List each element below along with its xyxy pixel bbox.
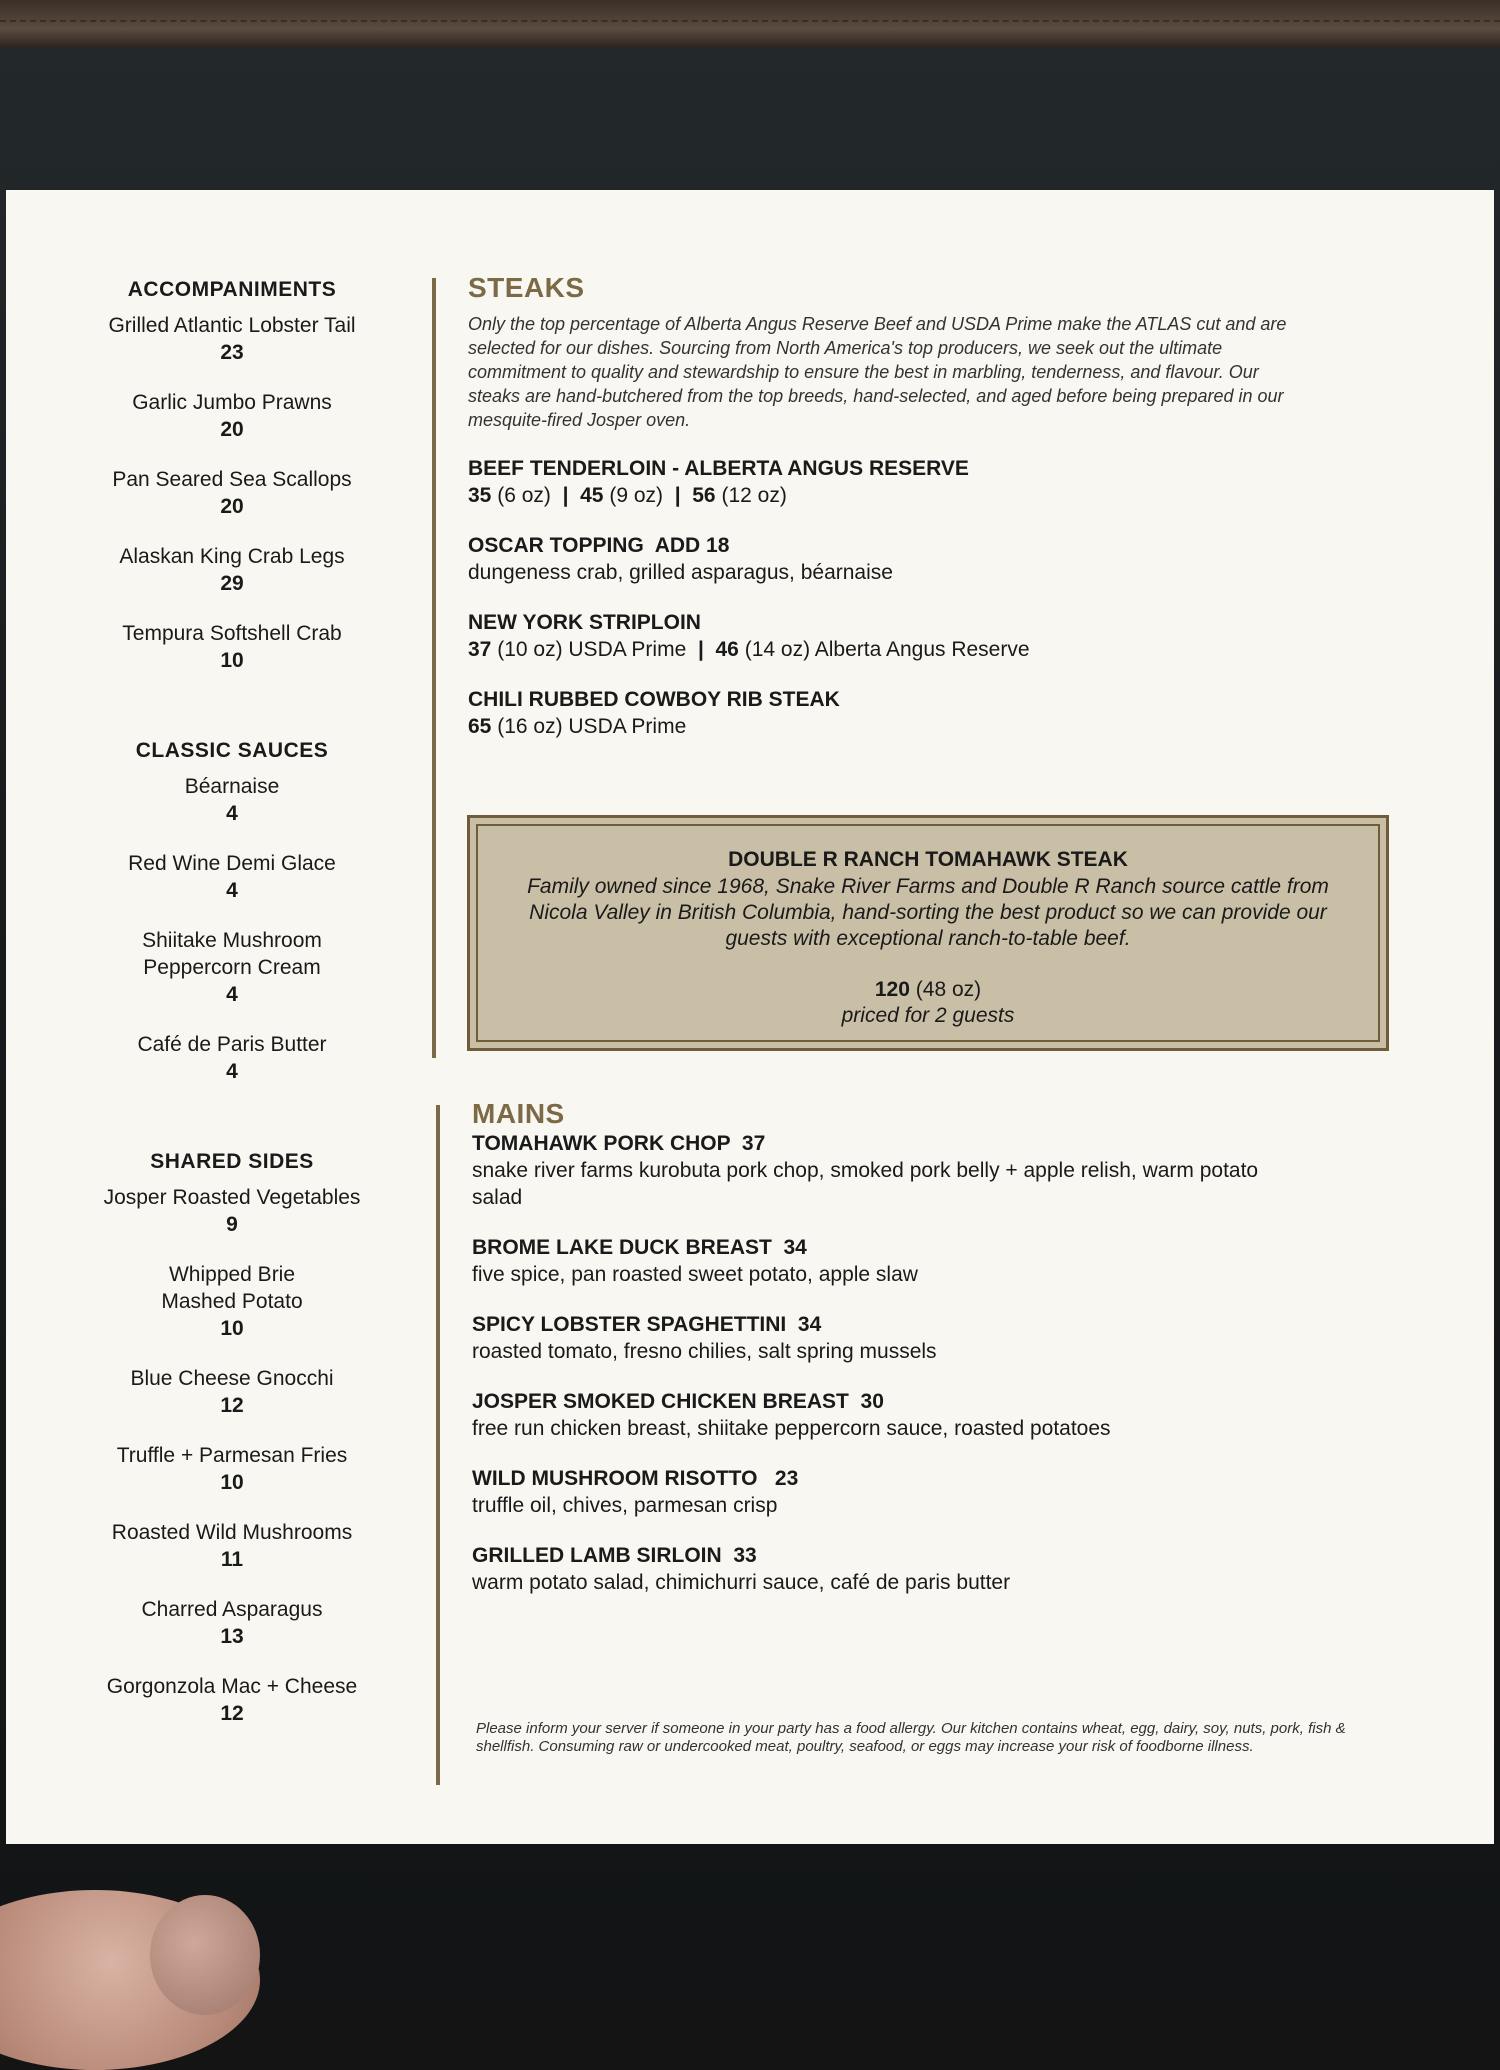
item-name: Josper Roasted Vegetables (103, 1186, 361, 1209)
item-prices (468, 636, 1288, 663)
item-title: WILD MUSHROOM RISOTTO 23 (472, 1467, 799, 1490)
price: 37 (468, 638, 492, 661)
menu-item (472, 1311, 1272, 1365)
item-name: Béarnaise (184, 775, 280, 798)
item-desc: free run chicken breast, shiitake peppercorn sauce, roasted potatoes (472, 1417, 1111, 1440)
item-price: 20 (220, 418, 244, 441)
item-price: 12 (220, 1702, 244, 1725)
feature-desc: Family owned since 1968, Snake River Farms and Double R Ranch source cattle from Nicola Valley in British Columbia, hand-sorting the best product so we can provide our guests with exceptional ranch-to-table beef. (527, 875, 1329, 950)
mains-title: MAINS (472, 1098, 565, 1129)
item-price: 9 (226, 1213, 238, 1236)
separator: | (697, 638, 704, 661)
mains-section (472, 1098, 1272, 1596)
accompaniment-item (6, 466, 458, 520)
price: 120 (874, 978, 910, 1001)
size: (12 oz) (721, 484, 787, 507)
feature-note: priced for 2 guests (841, 1004, 1015, 1027)
item-title: CHILI RUBBED COWBOY RIB STEAK (468, 688, 840, 711)
price: 56 (692, 484, 716, 507)
section-gap (6, 1108, 458, 1150)
price: 65 (468, 715, 492, 738)
feature-box (467, 815, 1389, 1051)
steaks-title: STEAKS (468, 272, 585, 303)
item-title: TOMAHAWK PORK CHOP 37 (472, 1132, 766, 1155)
item-desc: warm potato salad, chimichurri sauce, café de paris butter (472, 1571, 1011, 1594)
side-item (6, 1442, 458, 1496)
cover-stitching (0, 20, 1500, 22)
side-item (6, 1184, 458, 1238)
item-title: SPICY LOBSTER SPAGHETTINI 34 (472, 1313, 822, 1336)
menu-page (6, 190, 1494, 1844)
size: (14 oz) Alberta Angus Reserve (744, 638, 1030, 661)
separator: | (674, 484, 681, 507)
item-name: Shiitake Mushroom (142, 929, 322, 952)
item-name: Tempura Softshell Crab (122, 622, 342, 645)
item-prices (468, 482, 1288, 509)
size: (9 oz) (609, 484, 664, 507)
item-name: Garlic Jumbo Prawns (132, 391, 332, 414)
item-title: BEEF TENDERLOIN - ALBERTA ANGUS RESERVE (468, 457, 969, 480)
separator: | (562, 484, 569, 507)
sauce-item (6, 773, 458, 827)
allergy-notice: Please inform your server if someone in your party has a food allergy. Our kitchen contains wheat, egg, dairy, soy, nuts, pork, fish & shellfish. Consuming raw or undercooked meat, poultry, seafood, or eggs may increase your risk of foodborne illness. (476, 1720, 1346, 1755)
sauce-item (6, 1031, 458, 1085)
accompaniment-item (6, 389, 458, 443)
feature-price-line (478, 978, 1378, 1002)
item-price: 10 (220, 1317, 244, 1340)
item-price: 13 (220, 1625, 244, 1648)
side-item (6, 1596, 458, 1650)
item-desc: five spice, pan roasted sweet potato, apple slaw (472, 1263, 918, 1286)
item-name: Truffle + Parmesan Fries (116, 1444, 348, 1467)
item-name-line2: Peppercorn Cream (143, 956, 321, 979)
accompaniments-heading: ACCOMPANIMENTS (127, 278, 337, 301)
steaks-section (468, 272, 1288, 740)
sidebar (6, 278, 458, 1750)
menu-item-tenderloin (468, 455, 1288, 509)
size: (16 oz) USDA Prime (497, 715, 687, 738)
mains-divider (436, 1105, 440, 1785)
item-title: OSCAR TOPPING ADD 18 (468, 534, 730, 557)
item-title: BROME LAKE DUCK BREAST 34 (472, 1236, 807, 1259)
item-price: 4 (226, 1060, 238, 1083)
accompaniment-item (6, 312, 458, 366)
item-name: Whipped Brie (168, 1263, 296, 1286)
menu-item (472, 1542, 1272, 1596)
item-desc: snake river farms kurobuta pork chop, smoked pork belly + apple relish, warm potato salad (472, 1159, 1259, 1209)
price: 35 (468, 484, 492, 507)
item-name: Red Wine Demi Glace (128, 852, 336, 875)
item-name: Pan Seared Sea Scallops (112, 468, 352, 491)
size: (10 oz) USDA Prime (497, 638, 687, 661)
menu-item (472, 1465, 1272, 1519)
side-item (6, 1673, 458, 1727)
item-desc: dungeness crab, grilled asparagus, béarnaise (468, 561, 893, 584)
item-name-line2: Mashed Potato (161, 1290, 303, 1313)
item-name: Grilled Atlantic Lobster Tail (108, 314, 356, 337)
menu-item-oscar (468, 532, 1288, 586)
item-price: 10 (220, 649, 244, 672)
item-price: 23 (220, 341, 244, 364)
item-price: 4 (226, 802, 238, 825)
accompaniment-item (6, 620, 458, 674)
steaks-intro: Only the top percentage of Alberta Angus Reserve Beef and USDA Prime make the ATLAS cut and are selected for our dishes. Sourcing from North America's top producers, we seek out the ultimate commitment to quality and stewardship to ensure the best in marbling, tenderness, and flavour. Our steaks are hand-butchered from the top breeds, hand-selected, and aged before being prepared in our mesquite-fired Josper oven. (468, 314, 1287, 430)
item-title: GRILLED LAMB SIRLOIN 33 (472, 1544, 757, 1567)
menu-item (472, 1388, 1272, 1442)
menu-item (472, 1130, 1272, 1211)
size: (6 oz) (497, 484, 551, 507)
feature-inner-border (476, 824, 1380, 1042)
item-desc: roasted tomato, fresno chilies, salt spring mussels (472, 1340, 937, 1363)
steaks-divider (432, 278, 436, 1058)
item-price: 4 (226, 983, 238, 1006)
item-title: JOSPER SMOKED CHICKEN BREAST 30 (472, 1390, 884, 1413)
price: 46 (715, 638, 739, 661)
item-name: Blue Cheese Gnocchi (130, 1367, 334, 1390)
item-price: 4 (226, 879, 238, 902)
price: 45 (580, 484, 604, 507)
feature-title: DOUBLE R RANCH TOMAHAWK STEAK (728, 848, 1128, 871)
item-name: Alaskan King Crab Legs (119, 545, 345, 568)
side-item (6, 1365, 458, 1419)
item-name: Café de Paris Butter (137, 1033, 327, 1056)
item-price: 29 (220, 572, 244, 595)
sauce-item (6, 927, 458, 1008)
item-title: NEW YORK STRIPLOIN (468, 611, 701, 634)
item-name: Roasted Wild Mushrooms (111, 1521, 353, 1544)
menu-item (472, 1234, 1272, 1288)
item-prices (468, 713, 1288, 740)
item-price: 12 (220, 1394, 244, 1417)
side-item (6, 1519, 458, 1573)
section-gap (6, 697, 458, 739)
sauces-heading: CLASSIC SAUCES (135, 739, 329, 762)
item-name: Gorgonzola Mac + Cheese (106, 1675, 358, 1698)
accompaniment-item (6, 543, 458, 597)
item-price: 20 (220, 495, 244, 518)
menu-cover-top (0, 0, 1500, 48)
item-desc: truffle oil, chives, parmesan crisp (472, 1494, 778, 1517)
fingernail (150, 1895, 260, 2015)
sides-heading: SHARED SIDES (150, 1150, 314, 1173)
menu-item-striploin (468, 609, 1288, 663)
side-item (6, 1261, 458, 1342)
menu-item-cowboy (468, 686, 1288, 740)
size: (48 oz) (915, 978, 982, 1001)
item-price: 10 (220, 1471, 244, 1494)
sauce-item (6, 850, 458, 904)
item-price: 11 (220, 1548, 244, 1571)
item-name: Charred Asparagus (141, 1598, 323, 1621)
